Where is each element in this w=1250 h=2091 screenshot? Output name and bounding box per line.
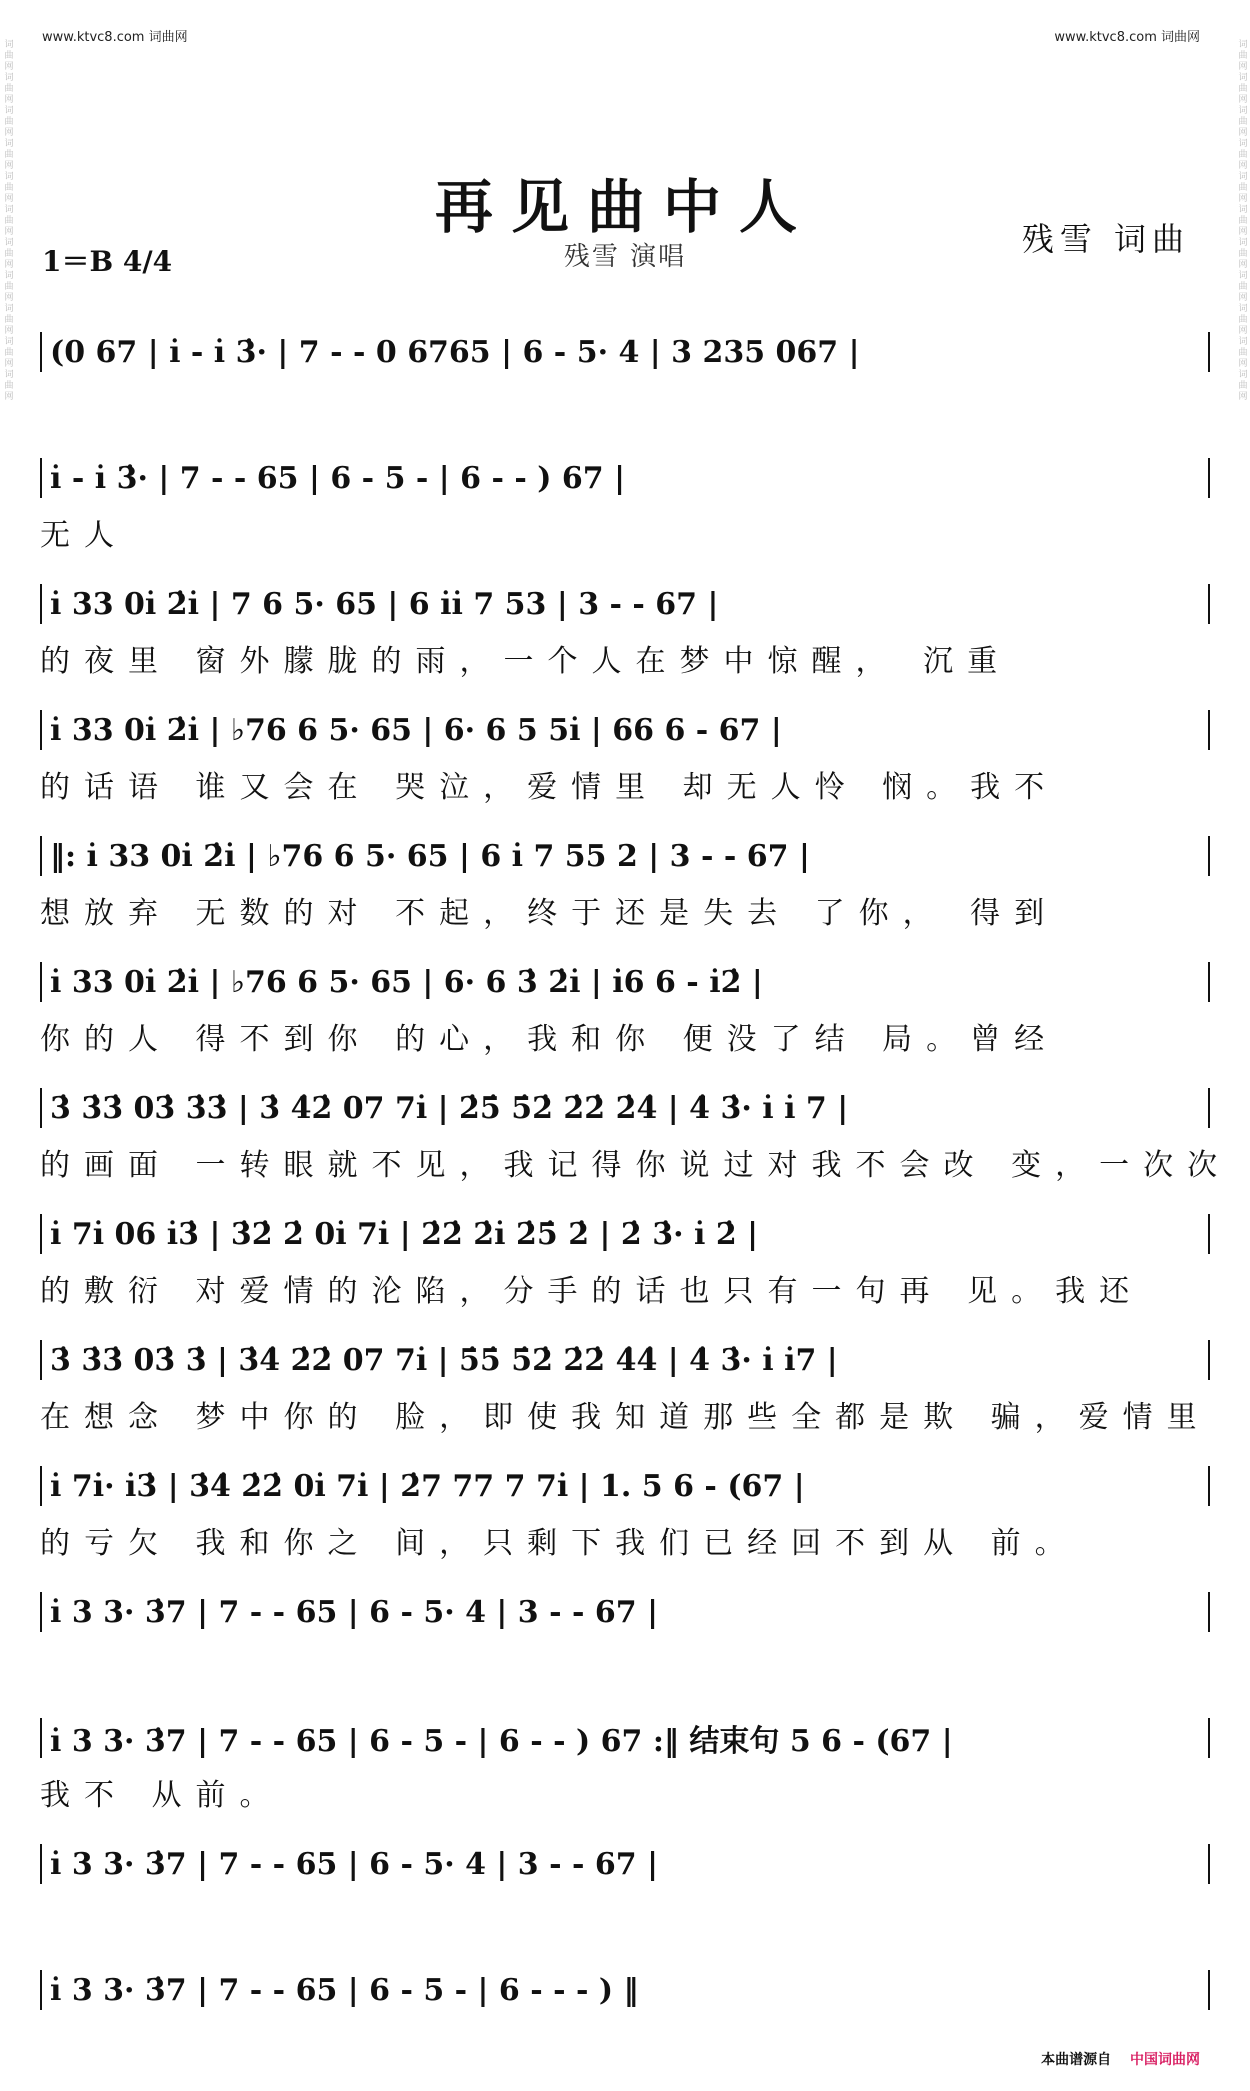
score-row	[40, 1958, 1210, 2084]
notation-line: ‖: i̇ 33 0i̇ 2̇i̇ | ♭76 6 5· 65 | 6 i̇ 7 55 2 | 3 - - 67 |	[40, 836, 1210, 876]
notation-line: i̇ 7i̇· i̇3̇ | 3̇4̇ 2̇2̇ 0i̇ 7i̇ | 2̇7 77 7 7i̇ | 1. 5 6 - (67 |	[40, 1466, 1210, 1506]
key-signature: 1＝B 4/4	[42, 245, 173, 278]
header-right-url[interactable]: www.ktvc8.com 词曲网	[1054, 30, 1200, 45]
notation-line: i̇ 33 0i̇ 2̇i̇ | 7 6 5· 65 | 6 i̇i̇ 7 53 | 3 - - 67 |	[40, 584, 1210, 624]
footer	[1041, 2049, 1200, 2069]
score-row	[40, 1832, 1210, 1958]
score-row	[40, 1706, 1210, 1832]
score-row	[40, 1076, 1232, 1202]
notation-line: i̇ 33 0i̇ 2̇i̇ | ♭76 6 5· 65 | 6· 6 3̇ 2̇i̇ | i̇6 6 - i̇2̇ |	[40, 962, 1210, 1002]
notation-line: i̇ 3 3· 3̇7 | 7 - - 65 | 6 - 5 - | 6 - - - ) ‖	[40, 1970, 1210, 2010]
score-row	[40, 320, 1210, 446]
notation-line: i̇ 7i̇ 06 i̇3̇ | 3̇2̇ 2̇ 0i̇ 7i̇ | 2̇2̇ 2̇i̇ 2̇5̇ 2̇ | 2̇ 3̇· i̇ 2̇ |	[40, 1214, 1210, 1254]
lyric-line: 我不 从前。	[40, 1778, 284, 1813]
notation-line: i̇ 3 3· 3̇7 | 7 - - 65 | 6 - 5 - | 6 - - ) 67 :‖ 结束句 5 6 - (67 |	[40, 1718, 1210, 1758]
score-row	[40, 698, 1210, 824]
score-row	[40, 824, 1210, 950]
notation-line: 3̇ 3̇3̇ 03̇ 3̇3̇ | 3̇ 4̇2̇ 07 7i̇ | 2̇5̇ 5̇2̇ 2̇2̇ 2̇4̇ | 4̇ 3̇· i̇ i̇ 7 |	[40, 1088, 1210, 1128]
notation-line: (0 67 | i̇ - i̇ 3̇· | 7 - - 0 6765 | 6 - 5· 4 | 3 235 067 |	[40, 332, 1210, 372]
score-row	[40, 1454, 1210, 1580]
score-row	[40, 572, 1210, 698]
footer-brand-link[interactable]: 中国词曲网	[1130, 2052, 1200, 2068]
notation-line: i̇ - i̇ 3̇· | 7 - - 65 | 6 - 5 - | 6 - - ) 67 |	[40, 458, 1210, 498]
lyric-line: 无人	[40, 518, 128, 553]
watermark-left: 词曲网词曲网词曲网词曲网词曲网词曲网词曲网词曲网词曲网词曲网词曲网	[4, 40, 14, 402]
score-row	[40, 950, 1210, 1076]
notation-line: i̇ 33 0i̇ 2̇i̇ | ♭76 6 5· 65 | 6· 6 5 5i̇ | 66 6 - 67 |	[40, 710, 1210, 750]
score-row	[40, 1328, 1210, 1454]
notation-line: i̇ 3 3· 3̇7 | 7 - - 65 | 6 - 5· 4 | 3 - - 67 |	[40, 1844, 1210, 1884]
lyric-line: 的画面 一转眼就不见，我记得你说过对我不会改 变，一次次	[40, 1148, 1232, 1183]
score	[40, 320, 1232, 2084]
header-left-url[interactable]: www.ktvc8.com 词曲网	[42, 30, 188, 45]
notation-line: 3̇ 3̇3̇ 03̇ 3̇ | 3̇4̇ 2̇2̇ 07 7i̇ | 5̇5̇ 5̇2̇ 2̇2̇ 4̇4̇ | 4̇ 3̇· i̇ i̇7 |	[40, 1340, 1210, 1380]
lyric-line: 的话语 谁又会在 哭泣，爱情里 却无人怜 悯。我不	[40, 770, 1059, 805]
notation-line: i̇ 3 3· 3̇7 | 7 - - 65 | 6 - 5· 4 | 3 - - 67 |	[40, 1592, 1210, 1632]
lyric-line: 的夜里 窗外朦胧的雨，一个人在梦中惊醒， 沉重	[40, 644, 1012, 679]
singer-credit: 残雪 演唱	[563, 242, 687, 272]
lyric-composer-credit: 残雪 词曲	[1021, 220, 1190, 258]
score-row	[40, 1580, 1210, 1706]
lyric-line: 的敷衍 对爱情的沦陷，分手的话也只有一句再 见。我还	[40, 1274, 1144, 1309]
score-row	[40, 446, 1210, 572]
lyric-line: 的亏欠 我和你之 间，只剩下我们已经回不到从 前。	[40, 1526, 1079, 1561]
lyric-line: 想放弃 无数的对 不起，终于还是失去 了你， 得到	[40, 896, 1059, 931]
watermark-right: 词曲网词曲网词曲网词曲网词曲网词曲网词曲网词曲网词曲网词曲网词曲网	[1238, 40, 1248, 402]
lyric-line: 你的人 得不到你 的心，我和你 便没了结 局。曾经	[40, 1022, 1059, 1057]
song-title: 再见曲中人	[434, 173, 815, 241]
lyric-line: 在想念 梦中你的 脸，即使我知道那些全都是欺 骗，爱情里	[40, 1400, 1211, 1435]
footer-source-label: 本曲谱源自	[1041, 2052, 1112, 2068]
score-row	[40, 1202, 1210, 1328]
